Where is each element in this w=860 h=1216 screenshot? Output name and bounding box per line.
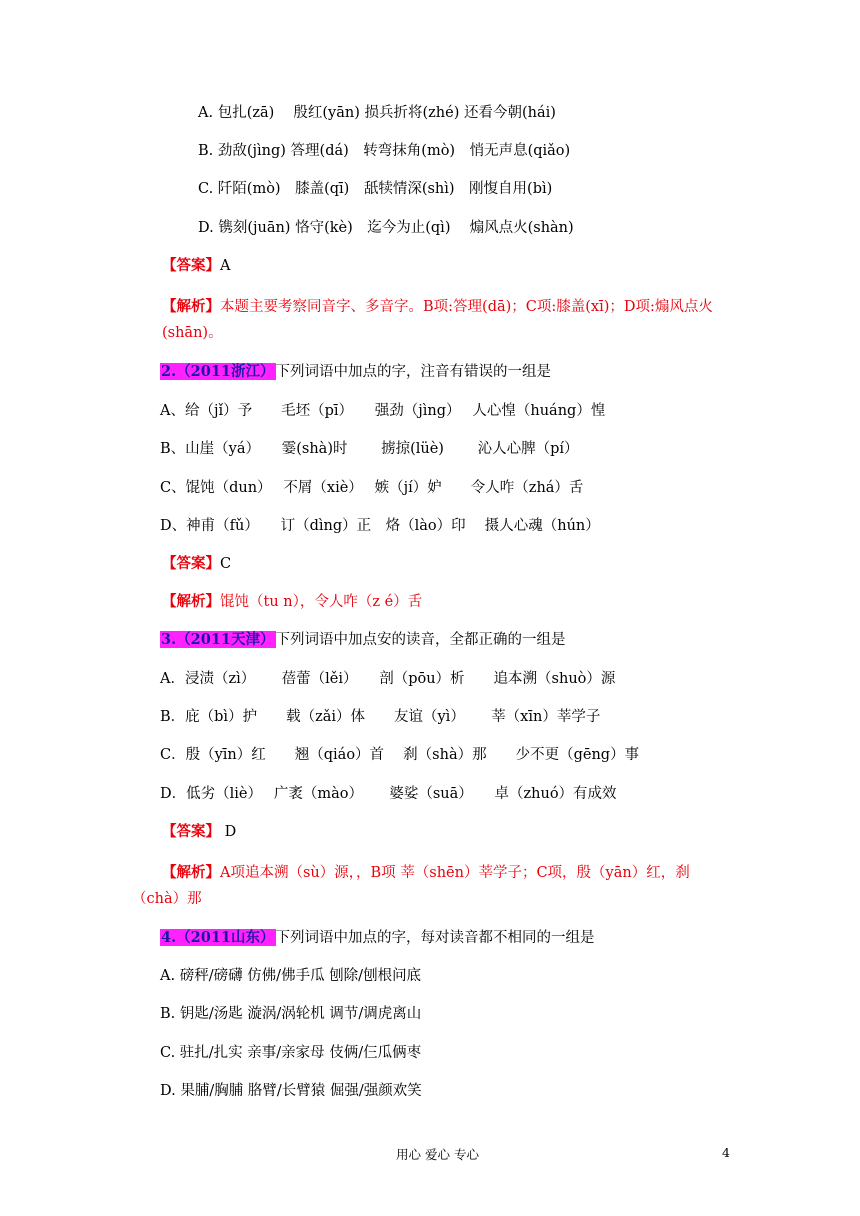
q2-source-badge: [160, 363, 276, 380]
q2-option-d: D、神甫（fǔ） 订（dìng）正 烙（lào）印 摄人心魂（hún）: [160, 518, 600, 534]
q2-explanation: [162, 592, 732, 612]
answer-value: D: [220, 824, 237, 840]
q2-number: 2.: [161, 363, 177, 380]
q1-option-b: B. 劲敌(jìng) 答理(dá) 转弯抹角(mò) 悄无声息(qiǎo): [198, 143, 571, 159]
explain-tag: 【解析】: [162, 298, 220, 315]
q1-option-a: A. 包扎(zā) 殷红(yān) 损兵折将(zhé) 还看今朝(hái): [198, 105, 556, 121]
q1-option-d: D. 镌刻(juān) 恪守(kè) 迄今为止(qì) 煽风点火(shàn): [198, 220, 574, 236]
q3-option-a: A．浸渍（zì） 蓓蕾（lěi） 剖（pōu）析 追本溯（shuò）源: [160, 671, 616, 687]
answer-tag: 【答案】: [162, 257, 220, 274]
q4-stem: [160, 928, 595, 948]
footer-motto: 用心 爱心 专心: [396, 1147, 479, 1162]
explain-text: A项追本溯（sù）源，，B项 莘（shēn）莘学子；C项，殷（yān）红，刹（chà）那: [132, 865, 690, 907]
q4-number: 4.: [161, 929, 177, 946]
q2-stem-text: 下列词语中加点的字，注音有错误的一组是: [275, 364, 551, 380]
q1-explanation: [162, 294, 732, 346]
explain-text: 本题主要考察同音字、多音字。B项:答理(dā)；C项:膝盖(xī)；D项:煽风点火(shān)。: [162, 299, 713, 341]
q4-source-badge: [160, 929, 276, 946]
q4-stem-text: 下列词语中加点的字，每对读音都不相同的一组是: [275, 930, 595, 946]
q3-stem: [160, 630, 566, 650]
q2-option-c: C、馄饨（dun） 不屑（xiè） 嫉（jí）妒 令人咋（zhá）舌: [160, 480, 584, 496]
q2-option-a: A、给（jǐ）予 毛坯（pī） 强劲（jìng） 人心惶（huáng）惶: [160, 403, 606, 419]
q2-source: （2011浙江）: [176, 363, 275, 380]
q3-explanation: [132, 860, 737, 912]
q2-option-b: B、山崖（yá） 霎(shà)时 掳掠(lüè) 沁人心脾（pí）: [160, 441, 579, 457]
q4-source: （2011山东）: [176, 929, 275, 946]
answer-value: A: [220, 258, 231, 274]
q2-stem: [160, 362, 551, 382]
explain-tag: 【解析】: [162, 593, 220, 610]
q4-option-b: B. 钥匙/汤匙 漩涡/涡轮机 调节/调虎离山: [160, 1006, 422, 1022]
q1-option-c: C. 阡陌(mò) 膝盖(qī) 舐犊情深(shì) 刚愎自用(bì): [198, 181, 553, 197]
q4-option-d: D. 果脯/胸脯 胳臂/长臂猿 倔强/强颜欢笑: [160, 1083, 422, 1099]
q1-answer: [162, 256, 230, 276]
answer-value: C: [220, 556, 232, 572]
q3-answer: [162, 822, 236, 842]
explain-text: 馄饨（tu n），令人咋（z é）舌: [220, 594, 423, 610]
answer-tag: 【答案】: [162, 555, 220, 572]
q4-option-c: C. 驻扎/扎实 亲事/亲家母 伎俩/仨瓜俩枣: [160, 1045, 422, 1061]
q3-option-c: C．殷（yīn）红 翘（qiáo）首 刹（shà）那 少不更（gēng）事: [160, 747, 640, 763]
q3-number: 3.: [161, 631, 177, 648]
q3-option-b: B．庇（bì）护 载（zǎi）体 友谊（yì） 莘（xīn）莘学子: [160, 709, 601, 725]
q3-source: （2011天津）: [176, 631, 275, 648]
answer-tag: 【答案】: [162, 823, 220, 840]
q4-option-a: A. 磅秤/磅礴 仿佛/佛手瓜 刨除/刨根问底: [160, 968, 422, 984]
explain-tag: 【解析】: [162, 864, 220, 881]
page-number: 4: [722, 1145, 730, 1160]
q3-option-d: D．低劣（liè） 广袤（mào） 婆娑（suā） 卓（zhuó）有成效: [160, 786, 617, 802]
q3-source-badge: [160, 631, 276, 648]
q2-answer: [162, 554, 231, 574]
q3-stem-text: 下列词语中加点安的读音，全都正确的一组是: [275, 632, 566, 648]
